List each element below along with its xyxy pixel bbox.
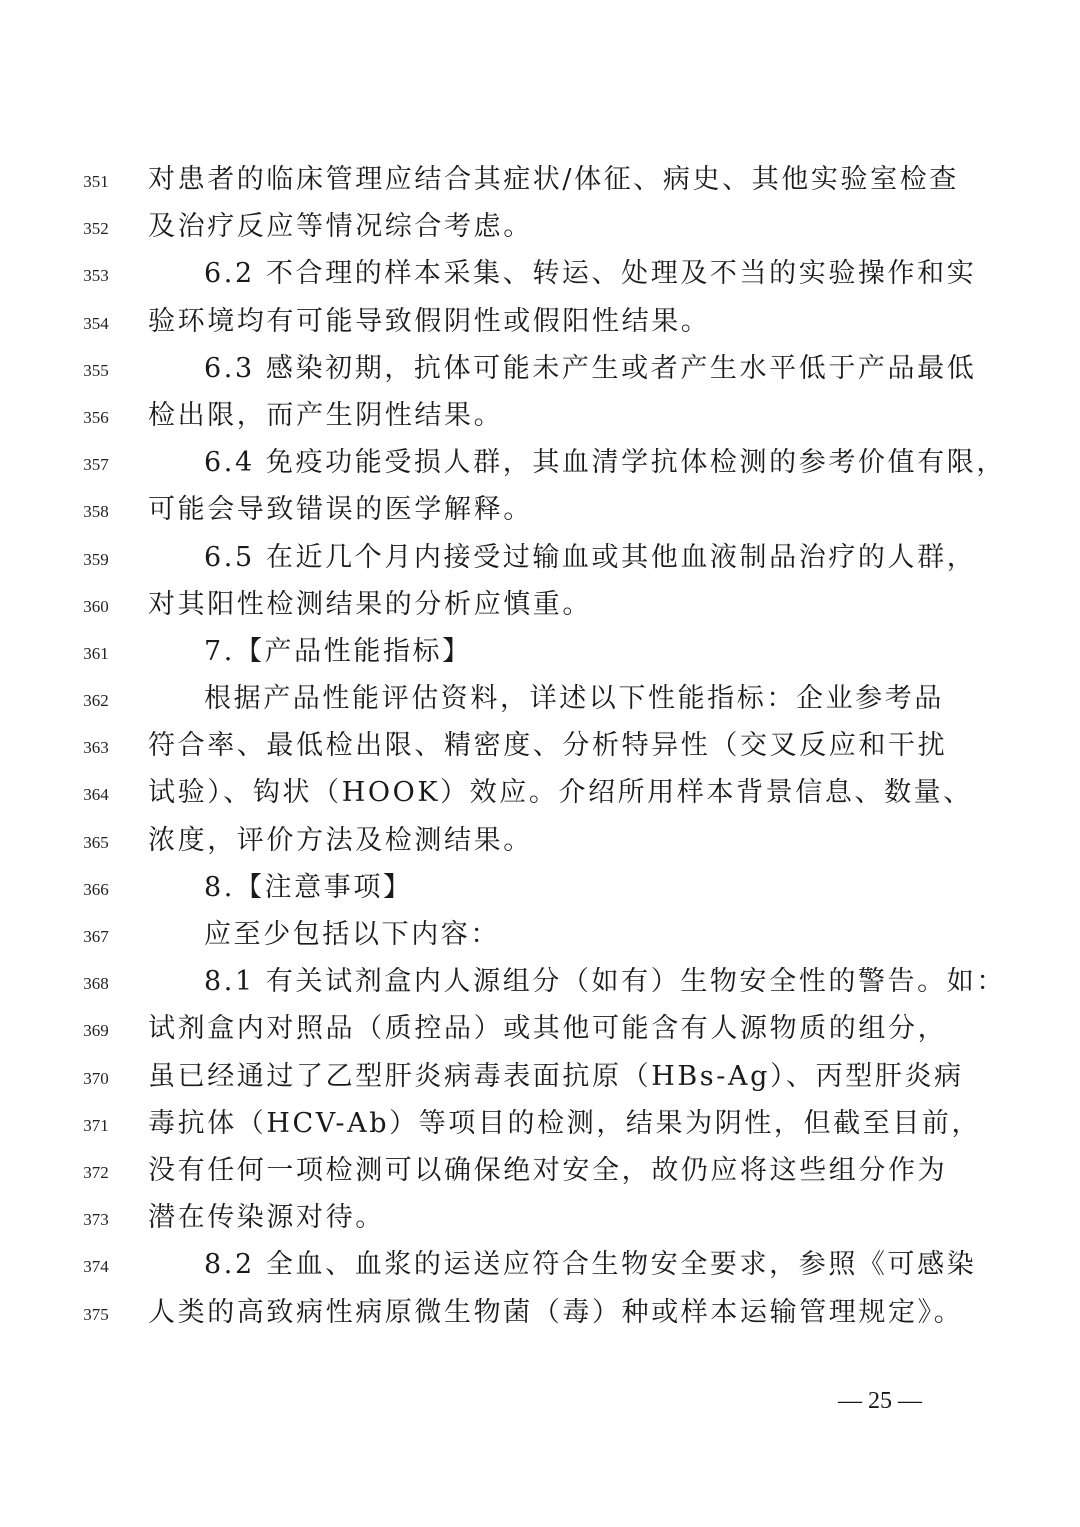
line-number: 363: [83, 738, 109, 758]
line-number: 365: [83, 832, 109, 852]
line-text: 试验）、钩状（HOOK）效应。介绍所用样本背景信息、数量、: [148, 777, 973, 809]
line-number: 362: [83, 691, 109, 711]
line-number: 370: [83, 1068, 109, 1088]
section-heading: 8.【注意事项】: [204, 871, 413, 903]
line-text: 检出限，而产生阴性结果。: [148, 399, 504, 431]
text-line: [0, 960, 1080, 1007]
text-line: [0, 1196, 1080, 1243]
section-heading: 7.【产品性能指标】: [204, 635, 472, 667]
text-line: [0, 1055, 1080, 1102]
text-line: [0, 1291, 1080, 1338]
text-line: [0, 677, 1080, 724]
text-line: [0, 583, 1080, 630]
text-lines: [0, 158, 1080, 1338]
line-text: 6.2 不合理的样本采集、转运、处理及不当的实验操作和实: [204, 258, 977, 290]
line-text: 应至少包括以下内容：: [204, 919, 500, 950]
line-number: 366: [83, 879, 109, 899]
line-text: 浓度，评价方法及检测结果。: [148, 824, 533, 856]
text-line: [0, 1102, 1080, 1149]
text-line: [0, 252, 1080, 299]
line-text: 试剂盒内对照品（质控品）或其他可能含有人源物质的组分，: [148, 1013, 948, 1045]
text-line: [0, 1149, 1080, 1196]
line-text: 验环境均有可能导致假阴性或假阳性结果。: [148, 305, 711, 337]
line-text: 人类的高致病性病原微生物菌（毒）种或样本运输管理规定》。: [148, 1296, 964, 1328]
line-text: 对患者的临床管理应结合其症状/体征、病史、其他实验室检查: [148, 164, 959, 195]
line-text: 潜在传染源对待。: [148, 1202, 385, 1234]
line-text: 可能会导致错误的医学解释。: [148, 494, 533, 526]
line-text: 及治疗反应等情况综合考虑。: [148, 211, 533, 243]
line-number: 351: [83, 172, 109, 191]
text-line: [0, 300, 1080, 347]
line-number: 352: [83, 219, 109, 239]
text-line: [0, 441, 1080, 488]
line-text: 对其阳性检测结果的分析应慎重。: [148, 588, 592, 620]
text-line: [0, 205, 1080, 252]
text-line: [0, 819, 1080, 866]
text-line: [0, 158, 1080, 205]
line-number: 356: [83, 407, 109, 427]
line-number: 360: [83, 596, 109, 616]
line-number: 369: [83, 1021, 109, 1041]
line-text: 没有任何一项检测可以确保绝对安全，故仍应将这些组分作为: [148, 1154, 948, 1186]
line-number: 354: [83, 313, 109, 333]
text-line: [0, 866, 1080, 913]
text-line: [0, 913, 1080, 960]
line-number: 373: [83, 1210, 109, 1230]
line-text: 符合率、最低检出限、精密度、分析特异性（交叉反应和干扰: [148, 730, 948, 762]
line-text: 6.5 在近几个月内接受过输血或其他血液制品治疗的人群，: [204, 541, 977, 573]
line-number: 357: [83, 455, 109, 475]
line-text: 6.4 免疫功能受损人群，其血清学抗体检测的参考价值有限，: [204, 447, 1006, 479]
text-line: [0, 724, 1080, 771]
text-line: [0, 1007, 1080, 1054]
line-text: 虽已经通过了乙型肝炎病毒表面抗原（HBs-Ag）、丙型肝炎病: [148, 1060, 964, 1092]
page-number: — 25 —: [838, 1388, 922, 1414]
text-line: [0, 630, 1080, 677]
line-text: 6.3 感染初期，抗体可能未产生或者产生水平低于产品最低: [204, 352, 977, 384]
line-number: 355: [83, 360, 109, 380]
line-number: 368: [83, 974, 109, 994]
text-line: [0, 771, 1080, 818]
text-line: [0, 347, 1080, 394]
text-line: [0, 488, 1080, 535]
line-text: 8.2 全血、血浆的运送应符合生物安全要求，参照《可感染: [204, 1249, 977, 1281]
line-number: 367: [83, 927, 109, 946]
line-number: 361: [83, 643, 109, 663]
line-number: 371: [83, 1115, 109, 1135]
line-number: 374: [83, 1257, 109, 1277]
text-line: [0, 536, 1080, 583]
line-text: 根据产品性能评估资料，详述以下性能指标：企业参考品: [204, 683, 944, 715]
line-number: 359: [83, 549, 109, 569]
text-line: [0, 1243, 1080, 1290]
line-number: 364: [83, 785, 109, 805]
line-number: 358: [83, 502, 109, 522]
line-text: 毒抗体（HCV-Ab）等项目的检测，结果为阴性，但截至目前，: [148, 1107, 982, 1139]
line-number: 372: [83, 1162, 109, 1182]
line-number: 353: [83, 266, 109, 286]
line-text: 8.1 有关试剂盒内人源组分（如有）生物安全性的警告。如：: [204, 966, 1006, 998]
text-line: [0, 394, 1080, 441]
line-number: 375: [83, 1304, 109, 1324]
